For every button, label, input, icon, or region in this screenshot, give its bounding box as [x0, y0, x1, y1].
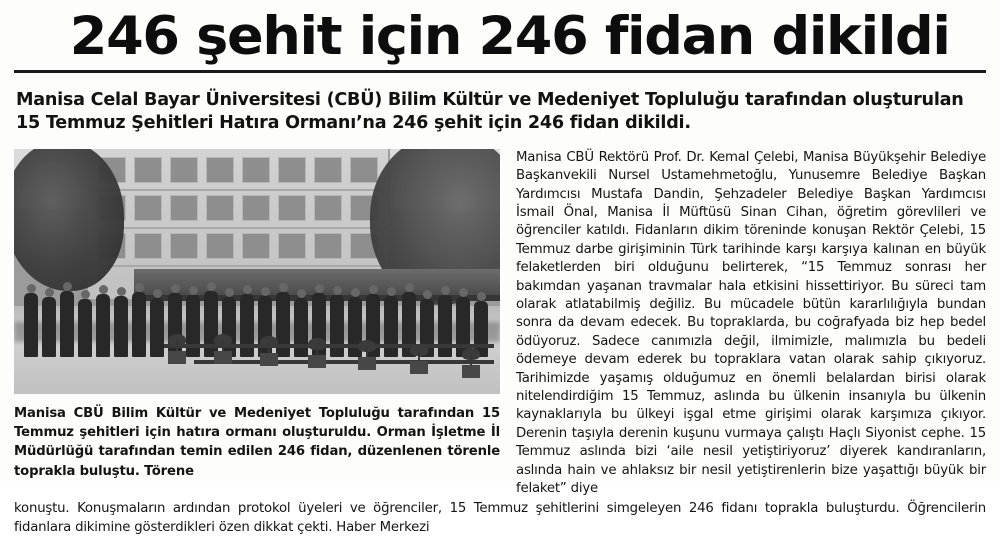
photo-sapling [406, 344, 432, 374]
photo-sapling [354, 340, 380, 370]
photo-sapling [164, 334, 190, 364]
article-paragraph-continued: konuştu. Konuşmaların ardından protokol üyeleri ve öğrenciler, 15 Temmuz şehitlerini simgeleyen 246 fidanı toprakla buluşturdu. Öğrencilerin fidanlara dikimine gösterdikleri özen dikkat çekti. Haber Merkezi [14, 501, 986, 535]
photo-sapling [304, 338, 330, 368]
photo-column [14, 149, 500, 499]
photo-sapling [256, 336, 282, 366]
article-paragraph: Manisa CBÜ Rektörü Prof. Dr. Kemal Çelebi, Manisa Büyükşehir Belediye Başkanvekili Nursel Ustamehmetoğlu, Yunusemre Belediye Başkan Yardımcısı Mustafa Dandin, Şehzadeler Belediye Başkan Yardımcısı İsmail Önal, Manisa İl Müftüsü Sinan Cihan, öğretim görevlileri ve öğrenciler katıldı. Fidanların dikim töreninde konuşan Rektör Çelebi, 15 Temmuz darbe girişiminin Türk tarihinde karşı karşıya kalınan en büyük felaketlerden biri olduğunu belirterek, “15 Temmuz sonrası her bakımdan yaşanan travmalar hala etkisini hissettiriyor. Bu süreci tam olarak atlatabilmiş değiliz. Bu mücadele bütün kararlılığıyla bundan sonra da devam edecek. Bu topraklarda, bu coğrafyada biz hep bedel ödüyoruz. Sadece canımızla değil, ilmimizle, malımızla bu bedeli ödemeye devam ederek bu topraklara vatan olarak sahip çıkıyoruz. Tarihimizde yaşamış olduğumuz en önemli belalardan birisi olarak nitelendirdiğim 15 Temmuz, aslında bu ülkenin insanıyla bu ülkenin kaynaklarıyla bu ülkeyi işgal etme girişimi olarak karşımıza çıkıyor. Derenin taşıyla derenin kuşunu vurmaya çalıştı Haçlı Siyonist cephe. 15 Temmuz aslında bizi ‘aile nesil yetiştiriyoruz’ diyerek kandıranların, aslında hain ve ahlaksız bir nesil yetiştirenlerin bize yaşattığı büyük bir felaket” diye [516, 149, 986, 497]
news-photo [14, 149, 500, 394]
page-title: 246 şehit için 246 fidan dikildi [69, 6, 950, 67]
photo-sapling [210, 334, 236, 364]
article-body [14, 149, 986, 499]
photo-rail-2 [194, 360, 494, 364]
photo-sapling [458, 348, 484, 378]
photo-caption: Manisa CBÜ Bilim Kültür ve Medeniyet Topluluğu tarafından 15 Temmuz şehitleri için hatıra ormanı oluşturuldu. Orman İşletme İl Müdürlüğü tarafından temin edilen 246 fidan, düzenlenen törenle toprakla buluştu. Törene [14, 405, 500, 479]
article-column [516, 149, 986, 499]
headline-container [0, 0, 1000, 67]
standfirst: Manisa Celal Bayar Üniversitesi (CBÜ) Bilim Kültür ve Medeniyet Topluluğu tarafından oluşturulan 15 Temmuz Şehitleri Hatıra Ormanı’na 246 şehit için 246 fidan dikildi. [16, 90, 964, 133]
headline-divider [14, 70, 986, 73]
